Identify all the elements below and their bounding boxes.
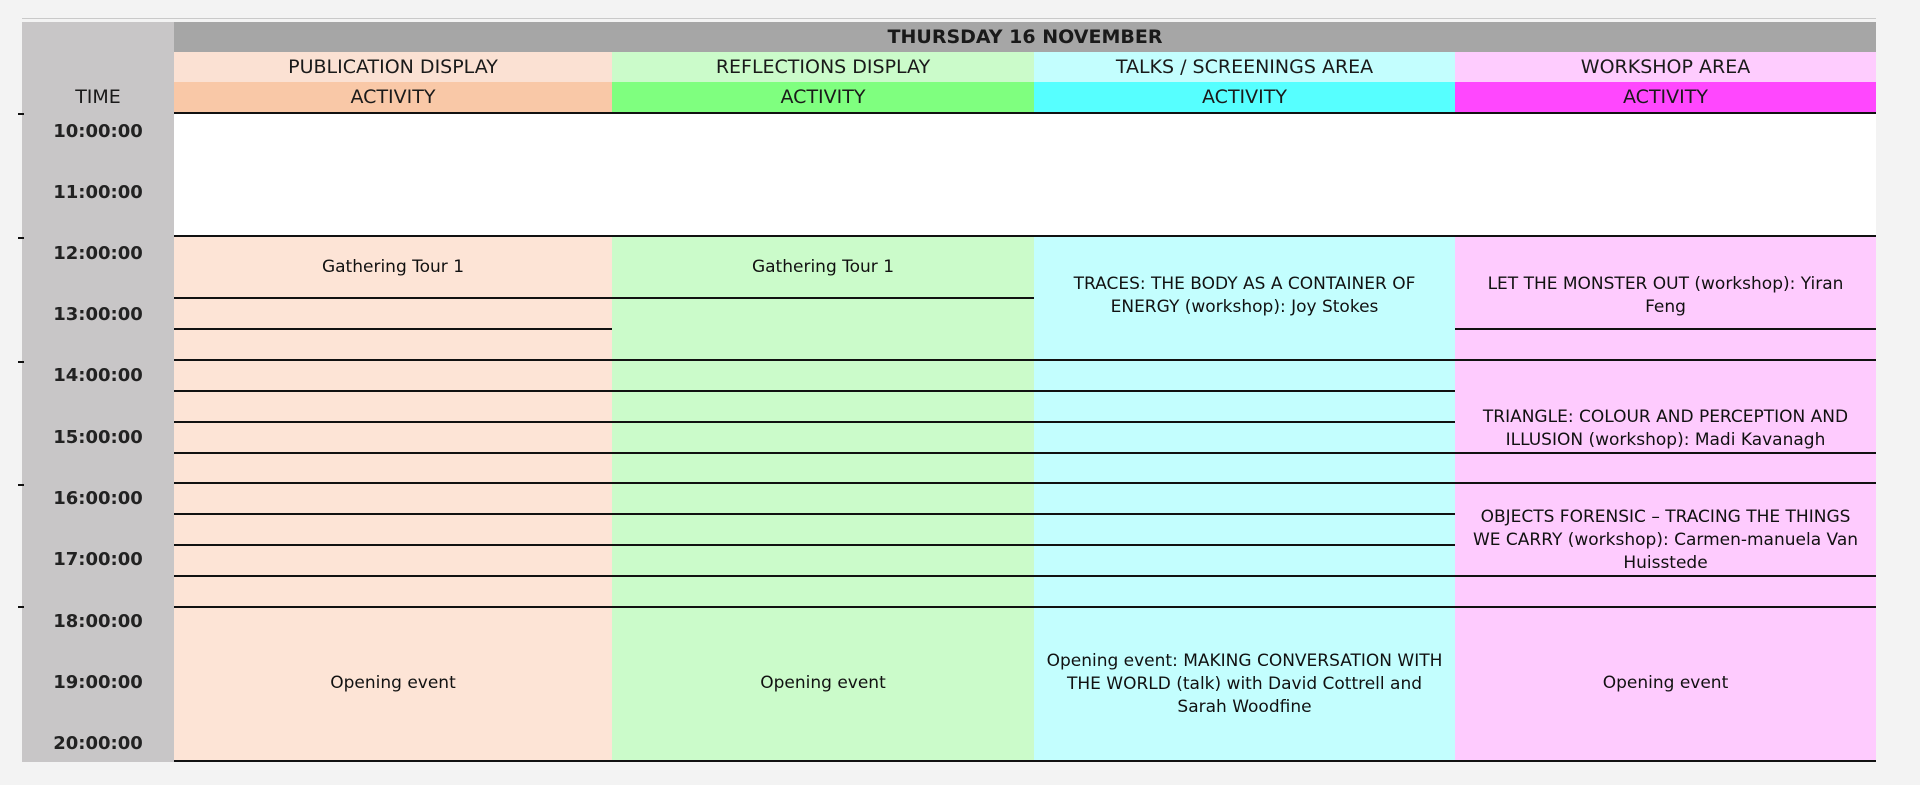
- grid-line: [174, 606, 1876, 608]
- grid-line: [174, 544, 1455, 546]
- event-text: Opening event: [1602, 672, 1729, 693]
- activity-label: ACTIVITY: [780, 86, 866, 108]
- row-tick: [18, 361, 24, 363]
- time-1000: 10:00:00: [53, 120, 143, 142]
- area-name-reflections: REFLECTIONS DISPLAY: [715, 56, 931, 78]
- grid-line: [174, 452, 1876, 454]
- grid-line: [174, 359, 1876, 361]
- area-header-publication[interactable]: [174, 52, 612, 82]
- area-header-reflections[interactable]: [612, 52, 1034, 82]
- activity-header-publication[interactable]: [174, 82, 612, 112]
- time-1300: 13:00:00: [53, 303, 143, 325]
- grid-line: [174, 760, 1876, 762]
- event-publication-gathering-tour[interactable]: [174, 237, 612, 297]
- event-workshop-opening[interactable]: [1455, 607, 1876, 759]
- sheet-gridline: [22, 18, 1876, 19]
- grid-line: [174, 421, 1455, 423]
- event-text: TRIANGLE: COLOUR AND PERCEPTION AND ILLUSION (workshop): Madi Kavanagh: [1482, 407, 1849, 450]
- activity-header-workshop[interactable]: [1455, 82, 1876, 112]
- time-header-cell[interactable]: [22, 82, 174, 112]
- event-talks-opening[interactable]: [1034, 632, 1455, 736]
- empty-morning-block[interactable]: [174, 113, 1876, 235]
- activity-header-talks[interactable]: [1034, 82, 1455, 112]
- event-talks-traces[interactable]: [1034, 249, 1455, 343]
- time-1600: 16:00:00: [53, 487, 143, 509]
- activity-label: ACTIVITY: [1202, 86, 1287, 108]
- time-1900: 19:00:00: [53, 671, 143, 693]
- grid-line: [174, 482, 1876, 484]
- event-text: Gathering Tour 1: [321, 256, 465, 277]
- time-1200: 12:00:00: [53, 242, 143, 264]
- day-title: THURSDAY 16 NOVEMBER: [887, 26, 1163, 48]
- time-1500: 15:00:00: [53, 426, 143, 448]
- time-header: TIME: [75, 86, 121, 108]
- row-tick: [18, 484, 24, 486]
- time-1800: 18:00:00: [53, 610, 143, 632]
- grid-line: [174, 235, 1876, 237]
- event-text: Opening event: MAKING CONVERSATION WITH THE WORLD (talk) with David Cottrell and Sarah Woodfine: [1046, 650, 1443, 717]
- row-tick: [18, 113, 24, 115]
- grid-line: [174, 513, 1455, 515]
- time-1400: 14:00:00: [53, 364, 143, 386]
- time-1700: 17:00:00: [53, 548, 143, 570]
- area-header-talks[interactable]: [1034, 52, 1455, 82]
- event-text: TRACES: THE BODY AS A CONTAINER OF ENERGY (workshop): Joy Stokes: [1073, 274, 1416, 317]
- activity-label: ACTIVITY: [350, 86, 436, 108]
- event-text: Opening event: [330, 672, 456, 693]
- activity-header-reflections[interactable]: [612, 82, 1034, 112]
- area-name-publication: PUBLICATION DISPLAY: [288, 56, 498, 78]
- grid-line: [174, 575, 1876, 577]
- event-workshop-triangle[interactable]: [1455, 384, 1876, 474]
- grid-line: [174, 390, 1455, 392]
- day-title-cell[interactable]: [174, 22, 1876, 52]
- event-publication-opening[interactable]: [174, 607, 612, 759]
- row-tick: [18, 237, 24, 239]
- time-1100: 11:00:00: [53, 181, 143, 203]
- time-2000: 20:00:00: [53, 732, 143, 754]
- event-text: OBJECTS FORENSIC – TRACING THE THINGS WE CARRY (workshop): Carmen-manuela Van Huisstede: [1472, 506, 1859, 573]
- area-name-workshop: WORKSHOP AREA: [1580, 56, 1751, 78]
- grid-line: [174, 297, 1034, 299]
- grid-line: [174, 328, 612, 330]
- event-text: Opening event: [760, 672, 886, 693]
- grid-line: [174, 112, 1876, 114]
- activity-label: ACTIVITY: [1623, 86, 1708, 108]
- timetable-sheet: [22, 22, 1876, 762]
- area-header-workshop[interactable]: [1455, 52, 1876, 82]
- event-workshop-objects[interactable]: [1455, 484, 1876, 596]
- area-name-talks: TALKS / SCREENINGS AREA: [1115, 56, 1374, 78]
- row-tick: [18, 606, 24, 608]
- event-text: Gathering Tour 1: [751, 256, 895, 277]
- grid-line: [1455, 328, 1876, 330]
- event-reflections-gathering-tour[interactable]: [612, 237, 1034, 297]
- event-text: LET THE MONSTER OUT (workshop): Yiran Feng: [1487, 274, 1844, 317]
- event-reflections-opening[interactable]: [612, 607, 1034, 759]
